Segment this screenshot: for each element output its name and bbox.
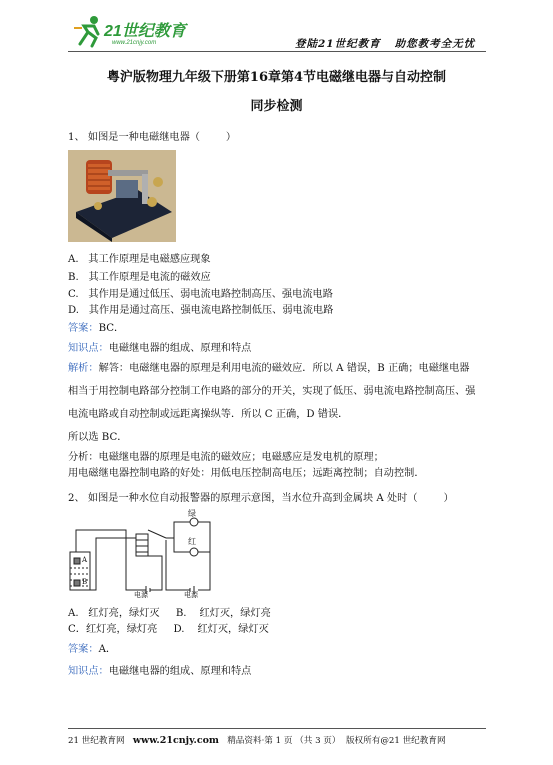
page-subtitle: 同步检测	[250, 99, 303, 114]
logo-runner-icon	[72, 14, 106, 48]
q1-analysis-line-4: 所以选 BC．	[68, 432, 128, 443]
header-rule	[68, 51, 486, 52]
q2-answer-label: 答案：	[68, 644, 99, 655]
q1-option-c: C. 其作用是通过低压、弱电流电路控制高压、强电流电路	[68, 289, 333, 300]
label-A: A	[82, 556, 88, 564]
q1-kp-value: 电磁继电器的组成、原理和特点	[108, 343, 252, 354]
q2-kp-value: 电磁继电器的组成、原理和特点	[108, 666, 252, 677]
q1-knowledge-point	[68, 339, 251, 354]
footer-site: 21 世纪教育网	[68, 736, 125, 746]
logo-text: 21世纪教育	[104, 23, 186, 40]
relay-photo	[68, 150, 176, 242]
q1-analysis-line-3: 电流电路或自动控制或远距离操纵等．所以 C 正确，D 错误．	[68, 409, 349, 420]
q1-answer	[68, 319, 124, 334]
site-logo	[72, 12, 192, 50]
question-2-stem: 2、 如图是一种水位自动报警器的原理示意图，当水位升高到金属块 A 处时（ ）	[68, 493, 454, 504]
q1-answer-value: BC．	[98, 323, 125, 334]
label-red-lamp: 红	[188, 537, 196, 546]
page-title: 粤沪版物理九年级下册第16章第4节电磁继电器与自动控制	[106, 70, 447, 85]
label-power-1: 电源	[134, 591, 148, 599]
label-power-2: 电源	[184, 591, 198, 599]
footer-copyright: 版权所有@21 世纪教育网	[345, 736, 446, 746]
q1-kp-label: 知识点：	[68, 343, 109, 354]
header-slogan: 登陆21世纪教育 助您教考全无忧	[295, 38, 476, 50]
label-B: B	[82, 578, 88, 586]
q1-analysis-line-1	[68, 359, 470, 374]
q2-options-row-2: C．红灯亮，绿灯亮 D. 红灯灭，绿灯灭	[68, 624, 269, 635]
footer-url[interactable]: www.21cnjy.com	[132, 735, 219, 746]
q1-answer-label: 答案：	[68, 323, 99, 334]
q1-analysis-line-2: 相当于用控制电路部分控制工作电路的部分的开关，实现了低压、弱电流电路控制高压、强	[68, 386, 476, 397]
q2-options-row-1: A. 红灯亮，绿灯灭 B. 红灯灭，绿灯亮	[68, 608, 271, 619]
q1-analysis-text-1: 解答：电磁继电器的原理是利用电流的磁效应．所以 A 错误，B 正确；电磁继电器	[98, 363, 470, 374]
q1-option-d: D. 其作用是通过高压、强电流电路控制低压、弱电流电路	[68, 305, 334, 316]
q1-fenxi-line-1: 分析：电磁继电器的原理是电流的磁效应；电磁感应是发电机的原理；	[68, 452, 384, 463]
footer-rule	[68, 728, 486, 729]
water-alarm-diagram	[66, 508, 216, 600]
q1-fenxi-line-2: 用电磁继电器控制电路的好处：用低电压控制高电压；远距离控制；自动控制．	[68, 468, 425, 479]
question-1-stem: 1、 如图是一种电磁继电器（ ）	[68, 132, 237, 143]
q1-option-a: A. 其工作原理是电磁感应现象	[68, 254, 211, 265]
q2-answer-value: A．	[98, 644, 117, 655]
q2-kp-label: 知识点：	[68, 666, 109, 677]
q1-analysis-label: 解析：	[68, 363, 99, 374]
label-green-lamp: 绿	[188, 509, 196, 518]
footer	[68, 734, 446, 746]
logo-url: www.21cnjy.com	[112, 40, 157, 46]
q1-option-b: B. 其工作原理是电流的磁效应	[68, 272, 211, 283]
q2-knowledge-point	[68, 662, 251, 677]
footer-page-info: 精品资料·第 1 页 （共 3 页）	[227, 736, 341, 746]
q2-answer	[68, 640, 116, 655]
